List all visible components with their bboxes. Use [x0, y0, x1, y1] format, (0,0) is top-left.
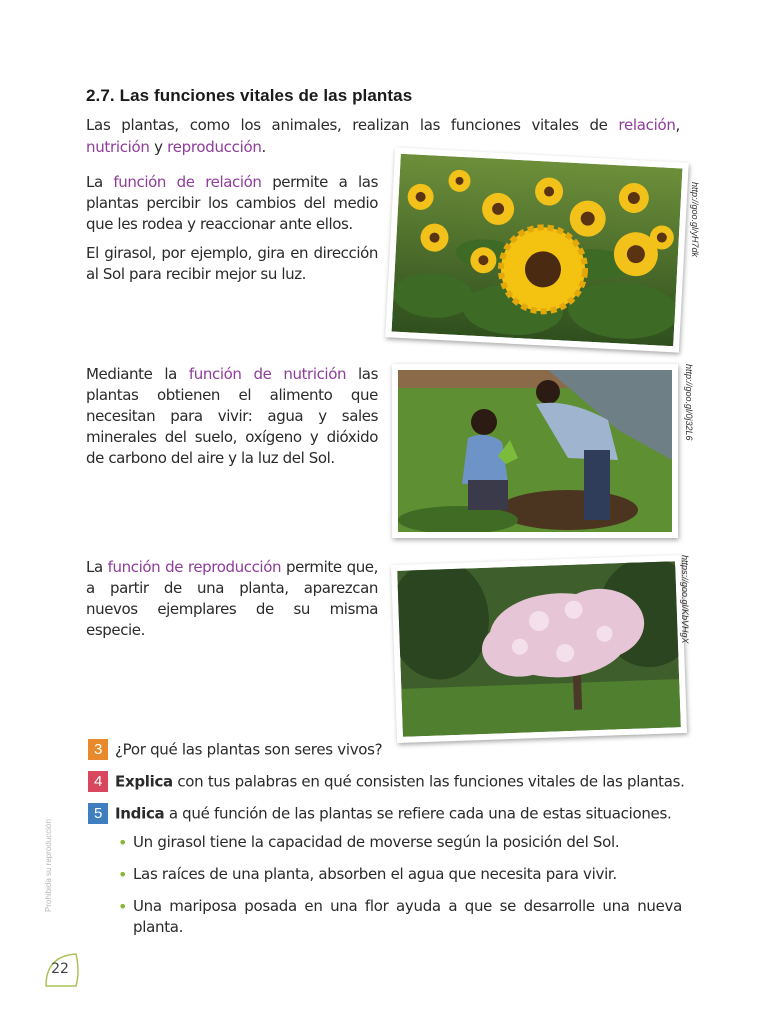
intro-text: . — [261, 138, 267, 156]
activity-text: a qué función de las plantas se refiere cada una de estas situaciones. — [164, 804, 672, 823]
blossom-tree-photo — [391, 555, 687, 743]
activity-verb: Explica — [115, 772, 173, 791]
activity-number-badge: 5 — [88, 803, 108, 824]
list-item: • Un girasol tiene la capacidad de moverse según la posición del Sol. — [118, 832, 682, 853]
reproduccion-paragraph: La función de reproducción permite que, a partir de una planta, aparezcan nuevos ejemplares de su misma especie. — [86, 558, 378, 639]
activity-5 — [88, 803, 671, 824]
intro-text: , — [675, 116, 680, 134]
activity-3 — [88, 739, 382, 760]
activity-number-badge: 4 — [88, 771, 108, 792]
children-planting-photo — [392, 364, 678, 538]
highlight-relacion: relación — [618, 116, 676, 134]
list-item: • Una mariposa posada en una flor ayuda a que se desarrolle una nueva planta. — [118, 896, 682, 938]
activity-4 — [88, 771, 685, 792]
highlight-reproduccion: reproducción — [167, 138, 262, 156]
activity-number-badge: 3 — [88, 739, 108, 760]
highlight-nutricion: nutrición — [86, 138, 150, 156]
intro-text: Las plantas, como los animales, realizan las funciones vitales de — [86, 116, 619, 134]
photo-credit-tree: https://goo.gl/KbVHgX — [680, 555, 690, 644]
section-title: 2.7. Las funciones vitales de las plantas — [86, 86, 413, 105]
nutricion-text — [86, 364, 378, 477]
girasol-paragraph: El girasol, por ejemplo, gira en dirección al Sol para recibir mejor su luz. — [86, 244, 378, 283]
activity-text: con tus palabras en qué consisten las funciones vitales de las plantas. — [172, 772, 685, 791]
activity-text: ¿Por qué las plantas son seres vivos? — [115, 740, 383, 759]
sunflower-photo — [385, 147, 689, 352]
highlight-funcion-relacion: función de relación — [113, 173, 262, 191]
intro-paragraph — [86, 114, 680, 158]
nutricion-paragraph: Mediante la función de nutrición las plantas obtienen el alimento que necesitan para vivir: agua y sales minerales del suelo, oxígeno y dióxido de carbono del aire y la luz del Sol. — [86, 365, 379, 467]
highlight-funcion-nutricion: función de nutrición — [188, 365, 347, 383]
relacion-paragraph: La función de relación permite a las plantas percibir los cambios del medio que les rodea y reaccionar ante ellos. — [86, 173, 378, 233]
photo-credit-sunflower: http://goo.gl/yH7dk — [690, 182, 700, 258]
reproduccion-text — [86, 557, 378, 649]
highlight-funcion-reproduccion: función de reproducción — [107, 558, 282, 576]
relacion-text — [86, 172, 378, 293]
list-item: • Las raíces de una planta, absorben el agua que necesita para vivir. — [118, 864, 682, 885]
situations-list — [118, 832, 682, 949]
intro-text: y — [149, 138, 168, 156]
activity-verb: Indica — [115, 804, 165, 823]
copyright-note: Prohibida su reproducción — [44, 819, 53, 912]
photo-credit-children: http://goo.gl/0j32L6 — [684, 364, 694, 441]
page-number: 22 — [51, 961, 69, 977]
